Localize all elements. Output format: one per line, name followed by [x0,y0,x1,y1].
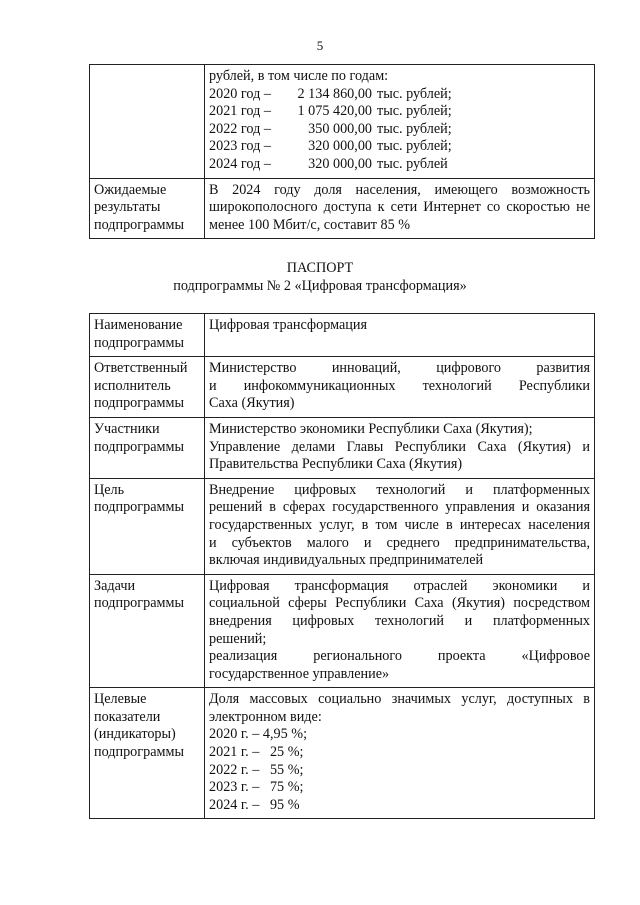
table-row [90,314,595,357]
table-row [90,478,595,574]
row-label: Ответственный исполнитель подпрограммы [90,357,205,418]
row-label: Задачи подпрограммы [90,574,205,688]
row-value: Цифровая трансформация [205,314,595,357]
table-row [90,65,595,179]
funding-year-row: 2023 год – 320 000,00 тыс. рублей; [209,138,452,155]
table-row [90,574,595,688]
row-value: Министерство инноваций, цифрового развития и инфокоммуникационных технологий Республики Саха (Якутия) [205,357,595,418]
row-value: Министерство экономики Республики Саха (Якутия); Управление делами Главы Республики Саха (Якутия) и Правительства Республики Саха (Якутия) [205,417,595,478]
table-row [90,417,595,478]
passport-subtitle: подпрограммы № 2 «Цифровая трансформация» [173,277,467,294]
funding-table [89,64,595,239]
funding-year-row: 2022 год – 350 000,00 тыс. рублей; [209,120,452,137]
table-row [90,688,595,819]
table-row [90,357,595,418]
passport-heading [0,260,640,295]
page-number: 5 [316,38,324,53]
funding-year-row: 2020 год – 2 134 860,00 тыс. рублей; [209,85,452,102]
row-value: Цифровая трансформация отраслей экономики и социальной сферы Республики Саха (Якутия) посредством внедрения цифровых технологий и платформенных решений; реализация регионального проекта «Цифровое государственное управление» [205,574,595,688]
funding-by-year-cell [205,65,595,179]
row-value: Доля массовых социально значимых услуг, доступных в электронном виде: 2020 г. – 4,95 %; 2021 г. – 25 %; 2022 г. – 55 %; 2023 г. – 75 %; 2024 г. – 95 % [205,688,595,819]
row-label: Участники подпрограммы [90,417,205,478]
row-label [90,65,205,179]
table-row [90,178,595,239]
funding-year-row: 2024 год – 320 000,00 тыс. рублей [209,155,448,172]
row-label: Целевые показатели (индикаторы) подпрограммы [90,688,205,819]
funding-year-row: 2021 год – 1 075 420,00 тыс. рублей; [209,103,452,120]
passport-title: ПАСПОРТ [286,260,354,276]
expected-results-cell: В 2024 году доля населения, имеющего возможность широкополосного доступа к сети Интернет со скоростью не менее 100 Мбит/с, составит 85 % [205,178,595,239]
funding-intro: рублей, в том числе по годам: [209,68,389,84]
row-value: Внедрение цифровых технологий и платформенных решений в сферах государственного управления и оказания государственных услуг, в том числе в интересах населения и субъектов малого и среднего предпринимательства, включая индивидуальных предпринимателей [205,478,595,574]
row-label: Цель подпрограммы [90,478,205,574]
row-label: Наименование подпрограммы [90,314,205,357]
row-label: Ожидаемые результаты подпрограммы [90,178,205,239]
passport-table [89,313,595,819]
